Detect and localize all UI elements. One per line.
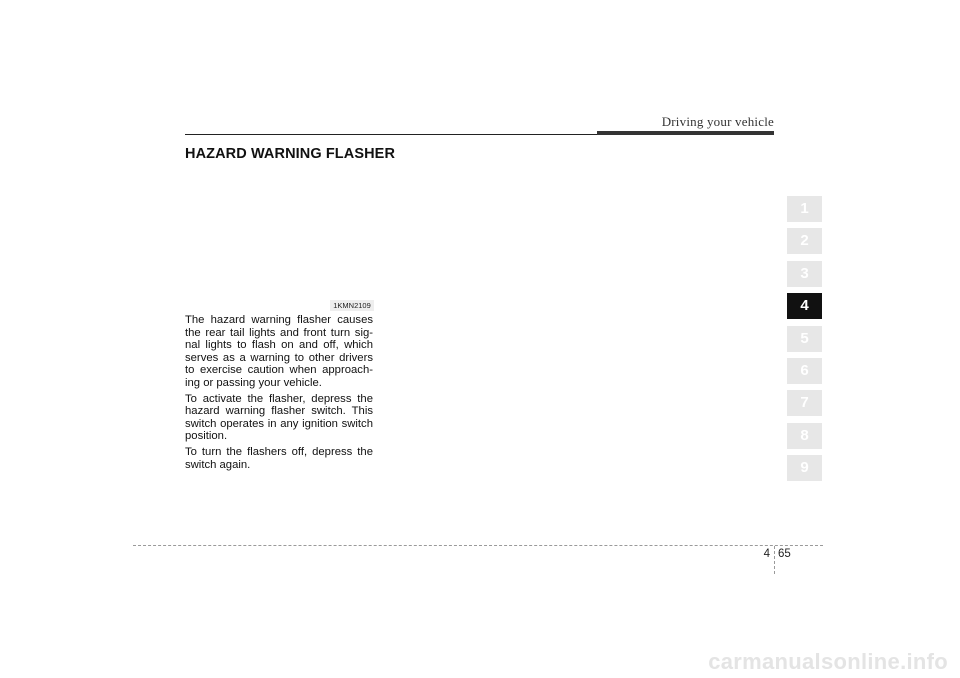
header-rule-accent: [597, 131, 774, 135]
chapter-tab-7[interactable]: 7: [787, 390, 822, 416]
figure-image: [185, 170, 375, 298]
chapter-tab-6[interactable]: 6: [787, 358, 822, 384]
chapter-tab-8[interactable]: 8: [787, 423, 822, 449]
chapter-tab-5[interactable]: 5: [787, 326, 822, 352]
chapter-tabs: [787, 196, 822, 488]
footer-page-number: 65: [778, 548, 791, 560]
chapter-tab-4[interactable]: 4: [787, 293, 822, 319]
chapter-tab-1[interactable]: 1: [787, 196, 822, 222]
paragraph-hazard-description: The hazard warning flasher causes the rear tail lights and front turn sig-nal lights to flash on and off, which serves as a warning to other drivers to exercise caution when approach-ing or passing your vehicle.: [185, 314, 373, 389]
footer-chapter-number: 4: [763, 548, 770, 560]
figure-code-label: 1KMN2109: [330, 300, 374, 311]
watermark-text: carmanualsonline.info: [708, 649, 948, 674]
paragraph-deactivate-instructions: To turn the flashers off, depress the switch again.: [185, 445, 373, 471]
footer-rule: [133, 545, 823, 546]
footer-divider: [774, 546, 775, 574]
chapter-tab-2[interactable]: 2: [787, 228, 822, 254]
chapter-title: Driving your vehicle: [661, 114, 774, 129]
chapter-tab-9[interactable]: 9: [787, 455, 822, 481]
paragraph-activate-instructions: To activate the flasher, depress the hazard warning flasher switch. This switch operates in any ignition switch position.: [185, 392, 373, 443]
section-heading: HAZARD WARNING FLASHER: [185, 146, 396, 162]
body-text: [185, 314, 373, 474]
chapter-tab-3[interactable]: 3: [787, 261, 822, 287]
